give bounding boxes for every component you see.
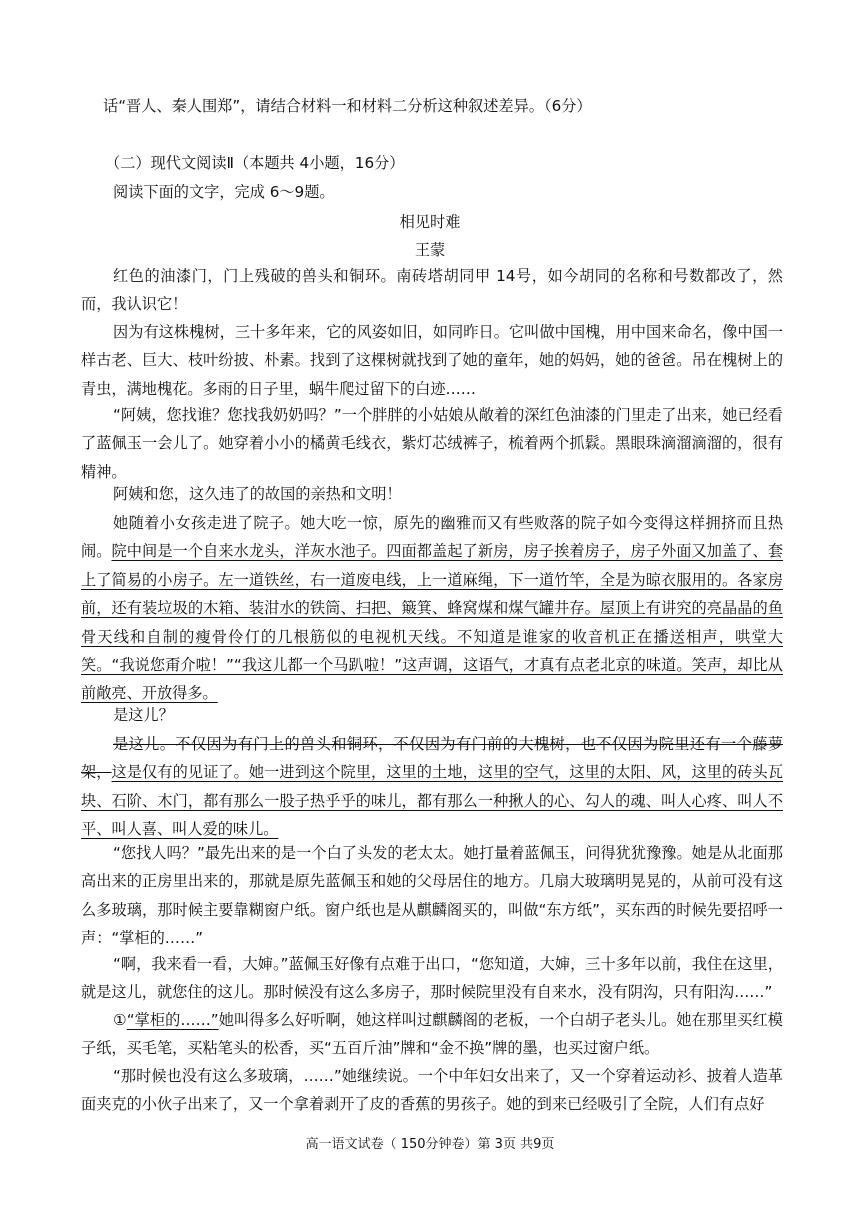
paragraph-5	[81, 509, 783, 708]
paragraph-10-underlined-text: “掌柜的……”	[126, 1011, 219, 1029]
circled-number-marker: ①	[113, 1011, 127, 1029]
paragraph-7-struck-text: 是这儿。不仅因为有门上的兽头和铜环，不仅因为有门前的大槐树，也不仅因为院里还有一个藤萝架，	[81, 735, 783, 782]
article-author: 王蒙	[414, 241, 446, 259]
paragraph-6: 是这儿？	[113, 706, 174, 724]
paragraph-5-underlined-text: 院中间是一个自来水龙头，洋灰水池子。四面都盖起了新房，房子挨着房子，房子外面又加盖了、套上了简易的小房子。左一道铁丝，右一道废电线，上一道麻绳，下一道竹竿，全是为晾衣服用的。各家房前，还有装垃圾的木箱、装泔水的铁筒、扫把、簸箕、蜂窝煤和煤气罐井存。屋顶上有讲究的亮晶晶的鱼骨天线和自制的瘦骨伶仃的几根筋似的电视机天线。不知道是谁家的收音机正在播送相声，哄堂大笑。“我说您甭介啦！”“我这儿都一个马趴啦！”这声调，这语气，才真有点老北京的味道。笑声，却比从前敞亮、开放得多。	[81, 542, 784, 703]
paragraph-7	[81, 730, 783, 844]
paragraph-3: “阿姨，您找谁？您找我奶奶吗？”一个胖胖的小姑娘从敞着的深红色油漆的门里走了出来，她已经看了蓝佩玉一会儿了。她穿着小小的橘黄毛线衣，紫灯芯绒裤子，梳着两个抓鬏。黑眼珠滴溜滴溜的，很有精神。	[81, 406, 783, 481]
paragraph-8: “您找人吗？”最先出来的是一个白了头发的老太太。她打量着蓝佩玉，问得犹犹豫豫。她是从北面那高出来的正房里出来的，那就是原先蓝佩玉和她的父母居住的地方。几扇大玻璃明晃晃的，从前可没有这么多玻璃，那时候主要靠糊窗户纸。窗户纸也是从麒麟阁买的，叫做“东方纸”，买东西的时候先要招呼一声：“掌柜的……”	[81, 844, 783, 948]
paragraph-1: 红色的油漆门，门上残破的兽头和铜环。南砖塔胡同甲 14号，如今胡同的名称和号数都改了，然而，我认识它！	[81, 267, 783, 314]
article-title: 相见时难	[399, 213, 461, 231]
paragraph-7-underlined-text: 这是仅有的见证了。她一进到这个院里，这里的土地，这里的空气，这里的太阳、风，这里的砖头瓦块、石阶、木门，都有那么一股子热乎乎的味儿，都有那么一种揪人的心、勾人的魂、叫人心疼、叫人不平、叫人喜、叫人爱的味儿。	[81, 763, 784, 839]
section-header: （二）现代文阅读Ⅱ（本题共 4小题，16分）	[105, 154, 405, 172]
paragraph-10-text: 她叫得多么好听啊，她这样叫过麒麟阁的老板，一个白胡子老头儿。她在那里买红模子纸，买毛笔，买粘笔头的松香，买“五百斤油”牌和“金不换”牌的墨，也买过窗户纸。	[81, 1011, 783, 1058]
instruction: 阅读下面的文字，完成 6～9题。	[113, 183, 335, 201]
paragraph-4: 阿姨和您，这久违了的故国的亲热和文明！	[113, 485, 402, 503]
page-footer: 高一语文试卷（ 150分钟卷）第 3页 共9页	[305, 1137, 555, 1152]
paragraph-2: 因为有这株槐树，三十多年来，它的风姿如旧，如同昨日。它叫做中国槐，用中国来命名，像中国一样古老、巨大、枝叶纷披、朴素。找到了这棵树就找到了她的童年，她的妈妈，她的爸爸。吊在槐树上的青虫，满地槐花。多雨的日子里，蜗牛爬过留下的白迹……	[81, 323, 783, 398]
question-tail: 话“晋人、秦人围郑”，请结合材料一和材料二分析这种叙述差异。（6分）	[103, 97, 592, 115]
paragraph-5-text: 她随着小女孩走进了院子。她大吃一惊，原先的幽雅而又有些败落的院子如今变得这样拥挤而且热闹。	[81, 514, 783, 561]
paragraph-9: “啊，我来看一看，大婶。”蓝佩玉好像有点难于出口，“您知道，大婶，三十多年以前，我住在这里，就是这儿，就您住的这儿。那时候没有这么多房子，那时候院里没有自来水，没有阴沟，只有阳沟……”	[81, 955, 783, 1002]
paragraph-11: “那时候也没有这么多玻璃，……”她继续说。一个中年妇女出来了，又一个穿着运动衫、披着人造革面夹克的小伙子出来了，又一个拿着剥开了皮的香蕉的男孩子。她的到来已经吸引了全院，人们有点好	[81, 1067, 783, 1114]
paragraph-10	[81, 1006, 783, 1063]
